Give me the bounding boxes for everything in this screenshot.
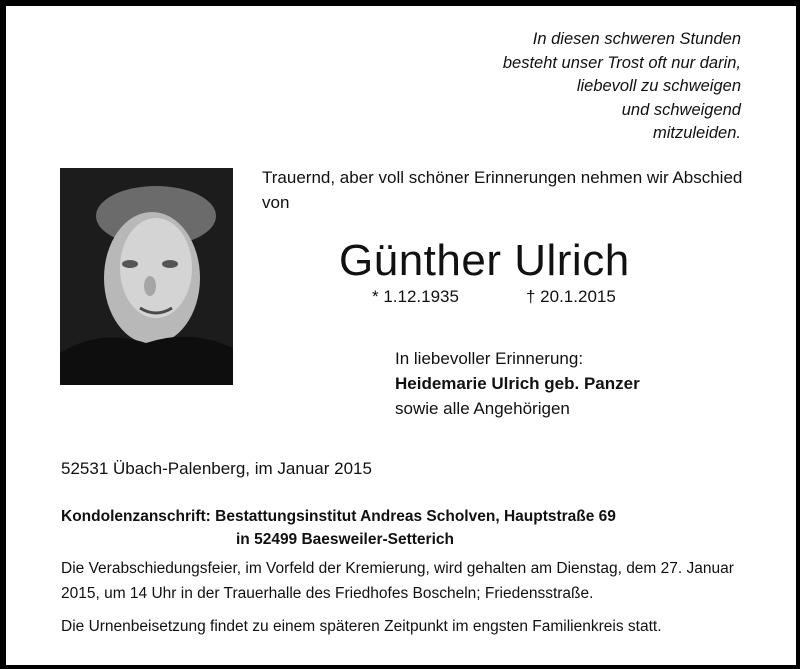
intro-text: Trauernd, aber voll schöner Erinnerungen nehmen wir Abschied von xyxy=(262,168,743,212)
mourners-relatives: sowie alle Angehörigen xyxy=(395,399,570,418)
poem-line: In diesen schweren Stunden xyxy=(532,30,741,48)
poem-line: und schweigend xyxy=(621,100,741,119)
death-date: † 20.1.2015 xyxy=(526,287,616,306)
portrait-photo xyxy=(60,168,233,385)
mourner-name: Heidemarie Ulrich geb. Panzer xyxy=(395,374,640,393)
mourners xyxy=(395,346,640,421)
condolence-line: Kondolenzanschrift: Bestattungsinstitut Andreas Scholven, Hauptstraße 69 xyxy=(61,508,616,525)
place-date: 52531 Übach-Palenberg, im Januar 2015 xyxy=(61,459,372,478)
condolence-address xyxy=(61,505,616,551)
mourners-intro: In liebevoller Erinnerung: xyxy=(395,349,584,368)
poem-line: mitzuleiden. xyxy=(652,124,741,142)
poem xyxy=(503,28,741,146)
poem-line: liebevoll zu schweigen xyxy=(576,77,741,95)
condolence-city: in 52499 Baesweiler-Setterich xyxy=(236,531,454,548)
poem-line: besteht unser Trost oft nur darin, xyxy=(502,53,741,72)
birth-date: * 1.12.1935 xyxy=(372,287,459,306)
urn-paragraph: Die Urnenbeisetzung findet zu einem späteren Zeitpunkt im engsten Familienkreis statt. xyxy=(61,618,662,635)
ceremony-paragraph: Die Verabschiedungsfeier, im Vorfeld der Kremierung, wird gehalten am Dienstag, dem 27. Januar 2015, um 14 Uhr in der Trauerhalle des Friedhofes Boscheln; Friedensstraße. xyxy=(61,560,734,602)
deceased-name: Günther Ulrich xyxy=(339,236,630,285)
portrait-illustration xyxy=(60,168,233,385)
